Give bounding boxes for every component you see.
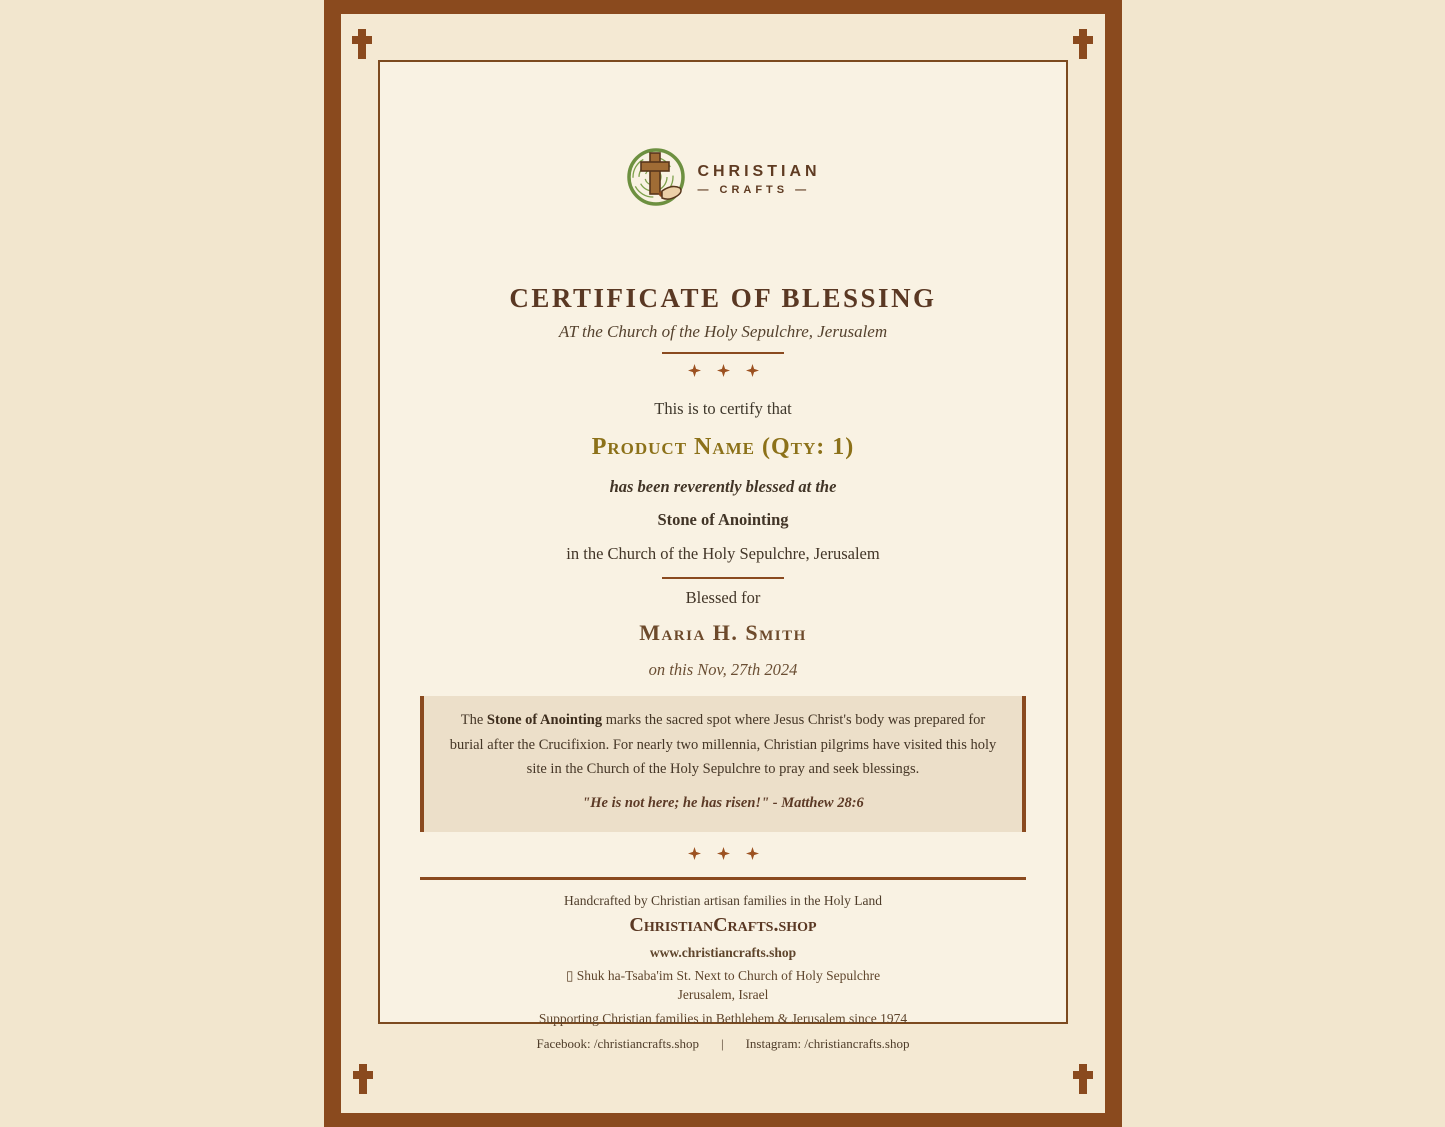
certificate-subtitle: AT the Church of the Holy Sepulchre, Jerusalem: [558, 322, 888, 341]
logo-brand-top: CHRISTIAN: [697, 163, 821, 180]
divider: [662, 352, 784, 354]
diamond-icon: [717, 847, 730, 860]
certificate-card: [378, 60, 1068, 1051]
diamond-icon: [688, 364, 701, 377]
instagram-handle: Instagram: /christiancrafts.shop: [745, 1035, 910, 1051]
cross-icon: [353, 1064, 373, 1094]
supporting-line: Supporting Christian families in Bethlehem & Jerusalem since 1974: [538, 1010, 908, 1026]
scripture-quote: "He is not here; he has risen!" - Matthew 28:6: [582, 794, 864, 811]
certificate-title: CERTIFICATE OF BLESSING: [509, 283, 937, 313]
website-url: www.christiancrafts.shop: [649, 944, 797, 960]
blessing-location: Stone of Anointing: [657, 510, 789, 529]
diamond-icon: [746, 364, 759, 377]
diamond-icon: [688, 847, 701, 860]
certify-line: This is to certify that: [654, 399, 792, 418]
blessing-date: on this Nov, 27th 2024: [648, 660, 798, 679]
info-box-text: The Stone of Anointing marks the sacred spot where Jesus Christ's body was prepared for burial after the Crucifixion. For nearly two millennia, Christian pilgrims have visited this holy site in the Church of the Holy Sepulchre to pray and seek blessings.: [449, 712, 997, 778]
church-line: in the Church of the Holy Sepulchre, Jerusalem: [566, 544, 880, 563]
logo-wordmark: [697, 163, 820, 196]
logo-brand-bottom: — CRAFTS —: [697, 184, 811, 196]
blessed-for-label: Blessed for: [685, 588, 761, 607]
recipient-name: Maria H. Smith: [639, 620, 807, 645]
divider: [662, 577, 784, 579]
diamond-icon: [717, 364, 730, 377]
cross-icon: [1073, 1064, 1093, 1094]
address-block: [380, 966, 1066, 1005]
social-separator: |: [720, 1035, 724, 1051]
ornament-diamonds: [380, 364, 1066, 377]
footer-brand: ChristianCrafts.shop: [629, 913, 817, 936]
address-line-1: ▯ Shuk ha-Tsaba'im St. Next to Church of Holy Sepulchre: [565, 967, 881, 983]
address-line-2: Jerusalem, Israel: [677, 987, 769, 1003]
diamond-icon: [746, 847, 759, 860]
cross-icon: [352, 29, 372, 59]
blessed-at-line: has been reverently blessed at the: [609, 477, 837, 496]
facebook-handle: Facebook: /christiancrafts.shop: [536, 1035, 699, 1051]
footer-divider: [420, 877, 1026, 880]
product-name: Product Name (Qty: 1): [591, 434, 855, 460]
handcrafted-line: Handcrafted by Christian artisan families in the Holy Land: [564, 892, 882, 908]
social-line: [380, 1036, 1066, 1052]
cross-icon: [1073, 29, 1093, 59]
ornament-diamonds: [380, 847, 1066, 860]
stone-of-anointing-info-box: [420, 696, 1026, 832]
christian-crafts-logo: [380, 146, 1066, 213]
logo-emblem-icon: [625, 146, 687, 213]
